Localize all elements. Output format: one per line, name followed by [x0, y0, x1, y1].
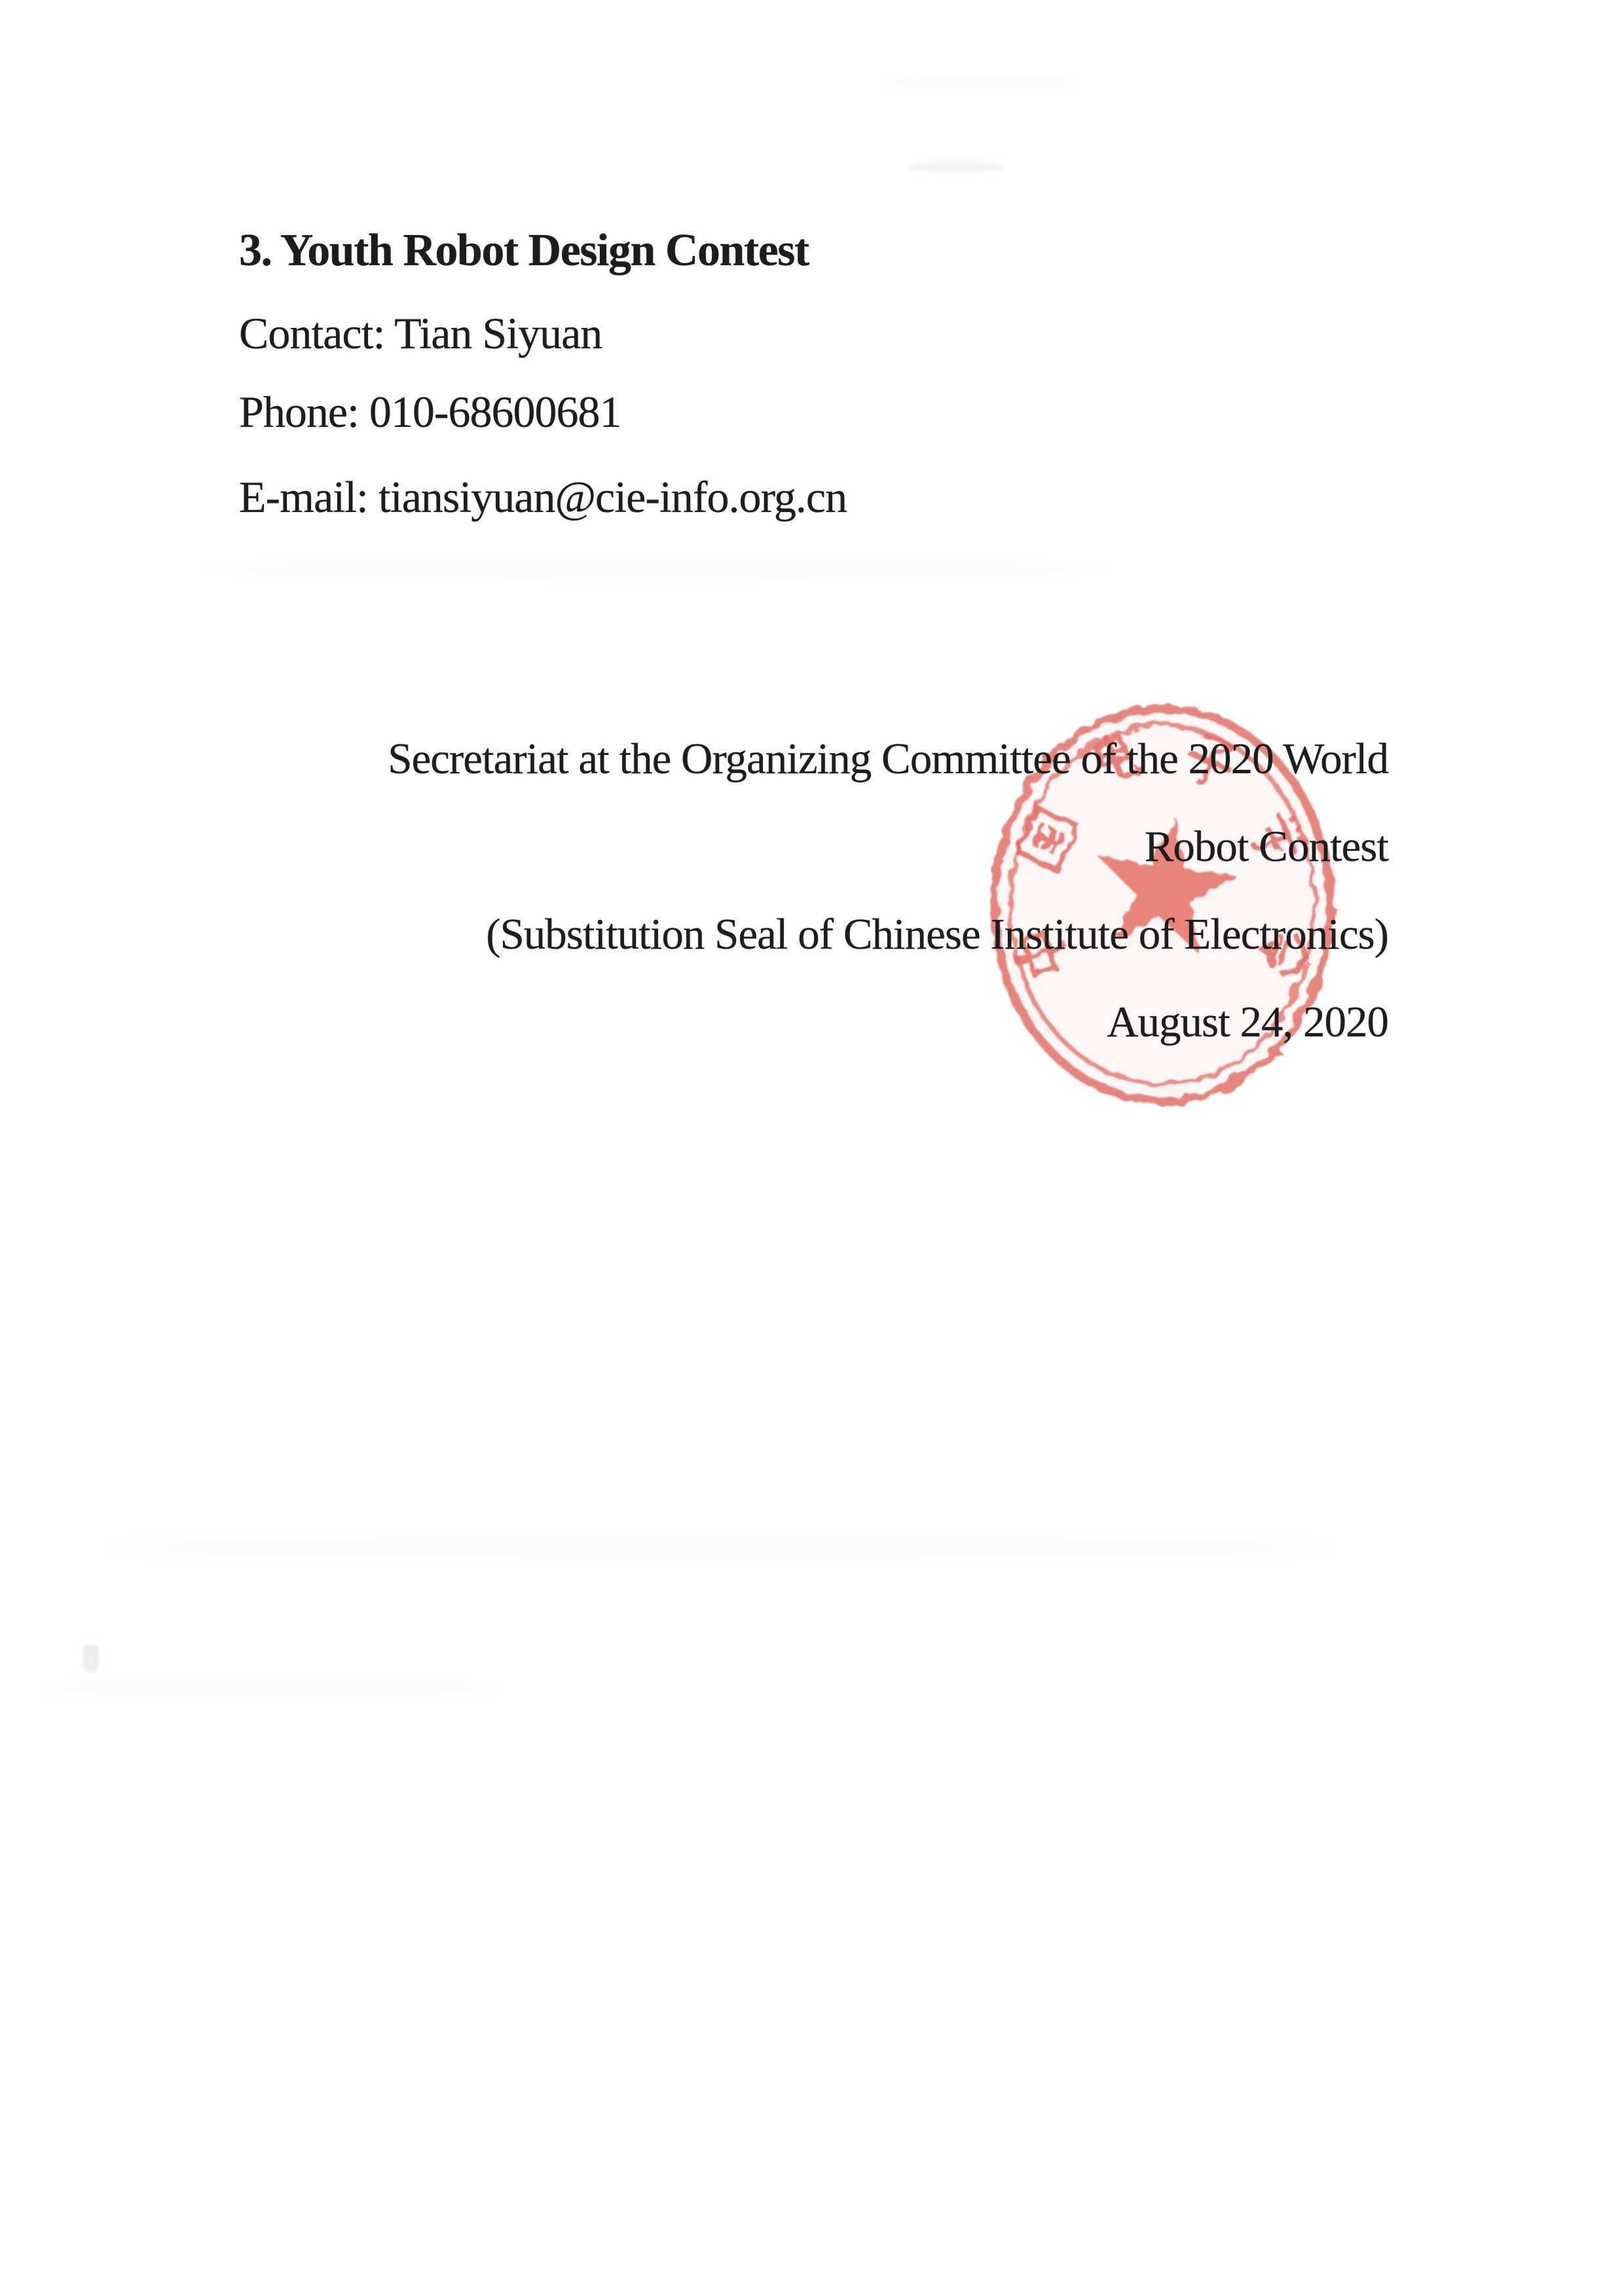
scan-smudge [907, 161, 1005, 173]
closing-line-secretariat: Secretariat at the Organizing Committee of the 2020 World [388, 735, 1388, 783]
scan-smudge [39, 1679, 498, 1698]
closing-block [327, 715, 1388, 1066]
scan-smudge [196, 560, 1113, 577]
scan-smudge [884, 77, 1080, 88]
contact-line: Contact: Tian Siyuan [239, 308, 602, 358]
section-heading: 3. Youth Robot Design Contest [239, 225, 809, 276]
email-line: E-mail: tiansiyuan@cie-info.org.cn [239, 472, 847, 522]
scan-smudge [83, 1645, 99, 1672]
scan-smudge [98, 1535, 1342, 1559]
phone-line: Phone: 010-68600681 [239, 387, 621, 437]
closing-line-robot-contest: Robot Contest [1144, 822, 1388, 871]
closing-line-date: August 24, 2020 [1107, 998, 1388, 1046]
closing-line-substitution-seal: (Substitution Seal of Chinese Institute of Electronics) [486, 910, 1388, 958]
